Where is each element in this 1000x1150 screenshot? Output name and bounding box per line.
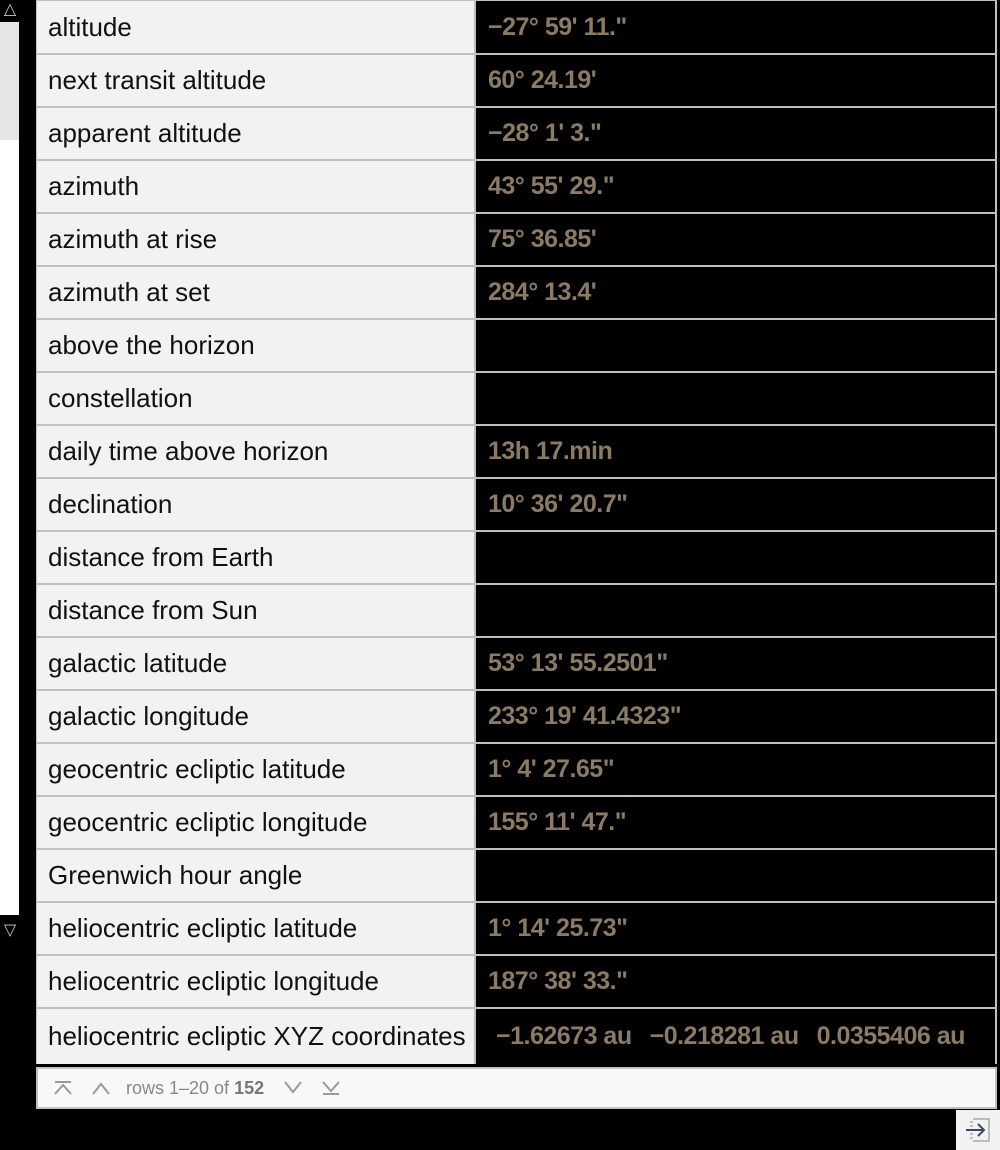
expand-output-button[interactable] (956, 1110, 1000, 1150)
property-value: 10° 36' 20.7" (474, 479, 997, 530)
property-label: declination (36, 479, 474, 530)
scroll-thumb[interactable] (0, 22, 19, 140)
scroll-down-arrow-icon[interactable]: ▽ (3, 922, 17, 939)
property-label: apparent altitude (36, 108, 474, 159)
x-coordinate: −1.62673 au (496, 1022, 632, 1050)
table-row (36, 530, 997, 583)
property-label: azimuth at set (36, 267, 474, 318)
table-row (36, 954, 997, 1007)
table-row (36, 583, 997, 636)
table-row (36, 106, 997, 159)
table-row (36, 371, 997, 424)
property-value: 155° 11' 47." (474, 797, 997, 848)
property-value: 60° 24.19' (474, 55, 997, 106)
property-label: geocentric ecliptic longitude (36, 797, 474, 848)
expand-output-icon (964, 1117, 992, 1143)
property-value: 1° 14' 25.73" (474, 903, 997, 954)
property-value: 284° 13.4' (474, 267, 997, 318)
property-label: distance from Sun (36, 585, 474, 636)
table-row (36, 318, 997, 371)
property-label: galactic longitude (36, 691, 474, 742)
table-row (36, 0, 997, 53)
property-value: 75° 36.85' (474, 214, 997, 265)
property-value: 43° 55' 29." (474, 161, 997, 212)
property-value (474, 585, 997, 636)
property-value-xyz (474, 1009, 997, 1064)
table-row (36, 477, 997, 530)
property-label: daily time above horizon (36, 426, 474, 477)
property-label: altitude (36, 1, 474, 53)
property-label: above the horizon (36, 320, 474, 371)
next-page-icon[interactable] (280, 1075, 306, 1101)
scroll-up-arrow-icon[interactable]: △ (3, 1, 17, 18)
table-row (36, 636, 997, 689)
property-label: azimuth (36, 161, 474, 212)
property-value (474, 373, 997, 424)
property-value: −28° 1' 3." (474, 108, 997, 159)
table-row (36, 265, 997, 318)
property-value: 187° 38' 33." (474, 956, 997, 1007)
property-value (474, 532, 997, 583)
property-label: azimuth at rise (36, 214, 474, 265)
property-label: geocentric ecliptic latitude (36, 744, 474, 795)
table-row (36, 901, 997, 954)
last-page-icon[interactable] (318, 1075, 344, 1101)
property-label: heliocentric ecliptic longitude (36, 956, 474, 1007)
property-label: distance from Earth (36, 532, 474, 583)
property-value: 1° 4' 27.65" (474, 744, 997, 795)
scroll-track[interactable] (0, 22, 19, 915)
property-label: heliocentric ecliptic latitude (36, 903, 474, 954)
rows-total: 152 (234, 1077, 265, 1098)
property-value (474, 320, 997, 371)
property-value: 13h 17.min (474, 426, 997, 477)
property-value: 233° 19' 41.4323" (474, 691, 997, 742)
table-row (36, 424, 997, 477)
y-coordinate: −0.218281 au (649, 1022, 799, 1050)
property-label: heliocentric ecliptic XYZ coordinates (36, 1009, 474, 1064)
property-label: galactic latitude (36, 638, 474, 689)
previous-page-icon[interactable] (88, 1075, 114, 1101)
pagination-bar (36, 1067, 997, 1109)
table-row (36, 848, 997, 901)
table-row (36, 1007, 997, 1064)
table-row (36, 742, 997, 795)
rows-range-text: rows 1–20 of 152 (126, 1077, 265, 1098)
properties-table (36, 0, 997, 1064)
z-coordinate: 0.0355406 au (816, 1022, 965, 1050)
property-value: 53° 13' 55.2501" (474, 638, 997, 689)
table-row (36, 159, 997, 212)
property-value: −27° 59' 11." (474, 1, 997, 53)
table-row (36, 53, 997, 106)
vertical-scrollbar[interactable] (0, 0, 20, 945)
table-row (36, 212, 997, 265)
property-label: Greenwich hour angle (36, 850, 474, 901)
first-page-icon[interactable] (50, 1075, 76, 1101)
property-label: next transit altitude (36, 55, 474, 106)
table-row (36, 689, 997, 742)
property-label: constellation (36, 373, 474, 424)
table-row (36, 795, 997, 848)
property-value (474, 850, 997, 901)
